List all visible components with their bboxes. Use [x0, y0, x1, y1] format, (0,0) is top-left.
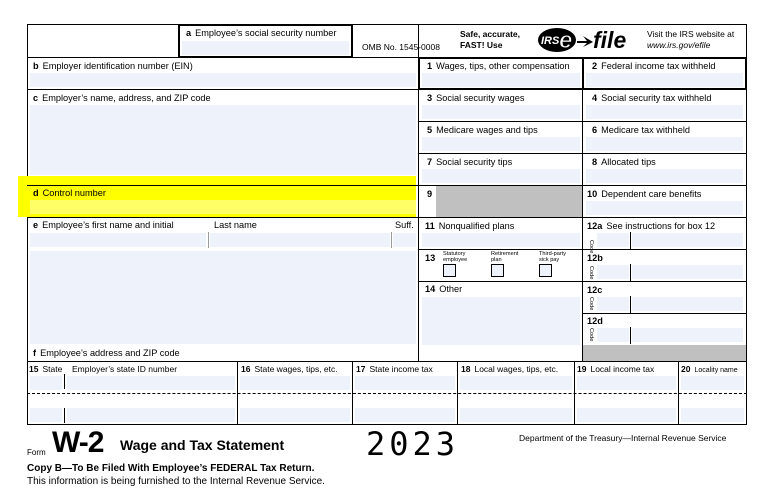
box-8-label: 8 Allocated tips [592, 157, 656, 167]
box-12c-amount[interactable] [632, 297, 743, 311]
svg-text:file: file [593, 27, 627, 53]
box-19-label: 19 Local income tax [577, 364, 655, 374]
state-2-field[interactable] [30, 408, 62, 422]
box-11-field[interactable] [422, 233, 580, 247]
box-8-field[interactable] [586, 169, 743, 183]
box-12a-code[interactable] [597, 233, 629, 247]
box-4-label: 4 Social security tax withheld [592, 93, 712, 103]
box-4-field[interactable] [586, 105, 743, 119]
box-2-field[interactable] [586, 73, 743, 87]
control-number-label: d Control number [33, 188, 106, 198]
control-number-field[interactable] [30, 200, 416, 214]
third-party-sick-pay-checkbox[interactable] [539, 264, 552, 277]
safe-text-1: Safe, accurate, [460, 29, 521, 39]
state-wages-2-field[interactable] [240, 408, 350, 422]
ssn-label: a Employee’s social security number [186, 28, 337, 38]
box-12a-amount[interactable] [632, 233, 743, 247]
box-12d-code[interactable] [597, 328, 629, 342]
dept-treasury: Department of the Treasury—Internal Revenue Service [519, 433, 727, 443]
employee-suffix-field[interactable] [393, 233, 416, 247]
box-20-label: 20 Locality name [681, 364, 738, 374]
employee-first-name-label: e Employee’s first name and initial [33, 220, 174, 230]
box-11-label: 11 Nonqualified plans [425, 221, 515, 231]
employer-name-field[interactable] [30, 105, 416, 175]
state-id-2-field[interactable] [67, 408, 235, 422]
box-13-label: 13 [425, 253, 436, 263]
third-party-label-2: sick pay [539, 257, 560, 263]
employee-last-name-label: Last name [214, 220, 257, 230]
state-wages-1-field[interactable] [240, 376, 350, 390]
box-12b-amount[interactable] [632, 265, 743, 279]
box-9-label: 9 [427, 189, 433, 199]
box-15-label: 15 State [29, 364, 63, 374]
box-12b-code[interactable] [597, 265, 629, 279]
employee-address-label: f Employee’s address and ZIP code [33, 348, 180, 358]
box-17-label: 17 State income tax [356, 364, 433, 374]
box-3-field[interactable] [422, 105, 580, 119]
box-12c-code[interactable] [597, 297, 629, 311]
box-5-label: 5 Medicare wages and tips [427, 125, 538, 135]
box-14-label: 14 Other [425, 284, 463, 294]
box-6-field[interactable] [586, 137, 743, 151]
state-tax-1-field[interactable] [355, 376, 455, 390]
box-18-label: 18 Local wages, tips, etc. [461, 364, 559, 374]
box-12d-label: 12d [587, 316, 603, 326]
form-word: Form [27, 448, 46, 457]
box-14-field[interactable] [422, 297, 580, 345]
ein-label: b Employer identification number (EIN) [33, 61, 193, 71]
box-12b-label: 12b [587, 253, 603, 263]
box-10-field[interactable] [586, 201, 743, 215]
employee-suffix-label: Suff. [395, 220, 414, 230]
employee-last-name-field[interactable] [210, 233, 390, 247]
svg-text:IRS: IRS [541, 35, 560, 47]
local-wages-1-field[interactable] [460, 376, 572, 390]
form-name: W-2 [52, 426, 104, 459]
box-12a-code-label: Code [588, 240, 594, 254]
copy-b-line: Copy B—To Be Filed With Employee’s FEDERAL Tax Return. [27, 463, 315, 474]
box-3-label: 3 Social security wages [427, 93, 525, 103]
retirement-label-2: plan [491, 257, 502, 263]
box-16-label: 16 State wages, tips, etc. [241, 364, 338, 374]
retirement-label: Retirement [491, 251, 519, 257]
state-1-field[interactable] [30, 376, 62, 390]
locality-2-field[interactable] [681, 408, 744, 422]
statutory-label: Statutory [443, 251, 466, 257]
statutory-employee-checkbox[interactable] [443, 264, 456, 277]
box-12d-shade [583, 345, 746, 361]
employer-name-label: c Employer’s name, address, and ZIP code [33, 93, 211, 103]
visit-text-2: www.irs.gov/efile [647, 40, 711, 50]
ein-field[interactable] [30, 73, 416, 87]
box-10-label: 10 Dependent care benefits [587, 189, 702, 199]
local-tax-2-field[interactable] [577, 408, 676, 422]
box-12b-code-label: Code [588, 266, 594, 280]
box-7-label: 7 Social security tips [427, 157, 513, 167]
box-9-shade [436, 186, 582, 217]
box-12d-amount[interactable] [632, 328, 743, 342]
box-7-field[interactable] [422, 169, 580, 183]
employee-first-name-field[interactable] [30, 233, 206, 247]
retirement-plan-checkbox[interactable] [491, 264, 504, 277]
svg-text:e: e [559, 27, 573, 53]
safe-text-2: FAST! Use [460, 40, 503, 50]
omb-number: OMB No. 1545-0008 [362, 42, 440, 52]
box-2-label: 2 Federal income tax withheld [592, 61, 716, 71]
box-15-id-label: Employer’s state ID number [72, 364, 178, 374]
box-12c-label: 12c [587, 285, 603, 295]
box-12c-code-label: Code [588, 297, 594, 311]
local-wages-2-field[interactable] [460, 408, 572, 422]
visit-text-1: Visit the IRS website at [647, 29, 735, 39]
box-6-label: 6 Medicare tax withheld [592, 125, 690, 135]
locality-1-field[interactable] [681, 376, 744, 390]
local-tax-1-field[interactable] [577, 376, 676, 390]
statutory-label-2: employee [443, 257, 468, 263]
info-line: This information is being furnished to the Internal Revenue Service. [27, 476, 325, 487]
state-tax-2-field[interactable] [355, 408, 455, 422]
state-id-1-field[interactable] [67, 376, 235, 390]
box-12d-code-label: Code [588, 328, 594, 342]
ssn-field[interactable] [182, 41, 349, 55]
box-5-field[interactable] [422, 137, 580, 151]
employee-address-field[interactable] [30, 251, 416, 344]
box-1-label: 1 Wages, tips, other compensation [427, 61, 570, 71]
tax-year: 2023 [366, 425, 460, 463]
box-12a-label: 12a See instructions for box 12 [587, 221, 716, 231]
efile-logo [537, 27, 643, 53]
form-title: Wage and Tax Statement [120, 437, 285, 453]
third-party-label: Third-party [539, 251, 567, 257]
box-1-field[interactable] [422, 73, 580, 87]
